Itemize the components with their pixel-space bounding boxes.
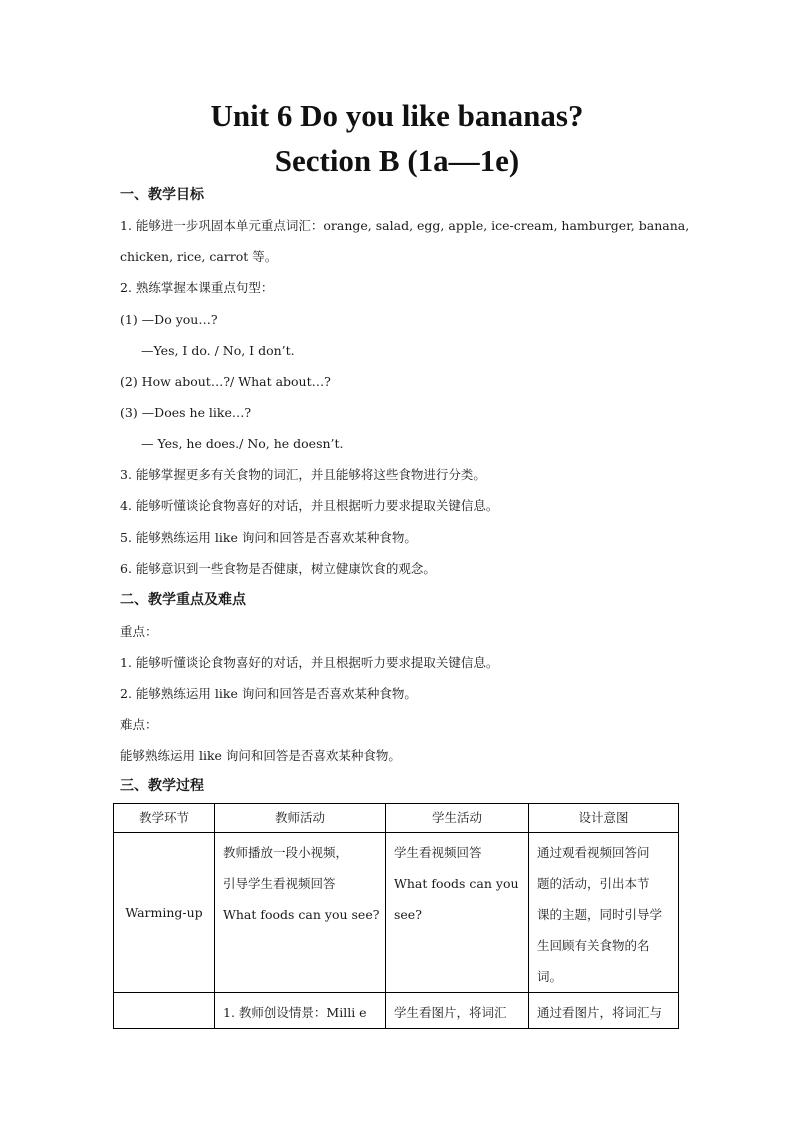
heading-objectives: 一、教学目标 bbox=[120, 187, 204, 203]
column-header: 设计意图 bbox=[529, 804, 679, 833]
cell-text: 通过观看视频回答问 bbox=[537, 845, 650, 860]
key-point-line: 重点： bbox=[120, 624, 158, 639]
objective-line: (3) —Does he like…? bbox=[120, 405, 252, 420]
objective-line: chicken, rice, carrot 等。 bbox=[120, 249, 278, 264]
cell-text: 通过看图片，将词汇与 bbox=[537, 1005, 663, 1020]
table-row bbox=[114, 993, 679, 1029]
objective-line: (2) How about…?/ What about…? bbox=[120, 374, 331, 389]
table-row bbox=[114, 833, 679, 993]
objective-line: 4. 能够听懂谈论食物喜好的对话，并且根据听力要求提取关键信息。 bbox=[120, 498, 499, 513]
document-title: Unit 6 Do you like bananas? bbox=[210, 98, 584, 133]
table-header-row bbox=[114, 804, 679, 833]
objective-line: 6. 能够意识到一些食物是否健康，树立健康饮食的观念。 bbox=[120, 561, 436, 576]
column-header: 学生活动 bbox=[386, 804, 529, 833]
key-point-line: 2. 能够熟练运用 like 询问和回答是否喜欢某种食物。 bbox=[120, 686, 417, 701]
student-activity-cell bbox=[386, 993, 529, 1029]
cell-text: see? bbox=[394, 907, 422, 922]
cell-text: 学生看视频回答 bbox=[394, 845, 482, 860]
cell-text: What foods can you bbox=[394, 876, 519, 891]
cell-text: 课的主题，同时引导学 bbox=[537, 907, 663, 922]
key-point-line: 难点： bbox=[120, 717, 158, 732]
cell-text: 1. 教师创设情景：Milli e bbox=[223, 1005, 367, 1020]
key-point-line: 1. 能够听懂谈论食物喜好的对话，并且根据听力要求提取关键信息。 bbox=[120, 655, 499, 670]
column-header: 教师活动 bbox=[215, 804, 386, 833]
objective-line: (1) —Do you…? bbox=[120, 312, 218, 327]
objective-line: 2. 熟练掌握本课重点句型： bbox=[120, 280, 274, 295]
document-subtitle: Section B (1a—1e) bbox=[274, 143, 520, 178]
purpose-cell bbox=[529, 993, 679, 1029]
cell-text: 教师播放一段小视频， bbox=[223, 845, 349, 860]
objective-line: 1. 能够进一步巩固本单元重点词汇：orange, salad, egg, apple, ice-cream, hamburger, banana, bbox=[120, 218, 690, 233]
objective-line: 5. 能够熟练运用 like 询问和回答是否喜欢某种食物。 bbox=[120, 530, 417, 545]
purpose-cell bbox=[529, 833, 679, 993]
column-header: 教学环节 bbox=[114, 804, 215, 833]
stage-cell: Warming-up bbox=[114, 833, 215, 993]
cell-text: 题的活动，引出本节 bbox=[537, 876, 650, 891]
objective-line: —Yes, I do. / No, I don’t. bbox=[141, 343, 295, 358]
cell-text: 引导学生看视频回答 bbox=[223, 876, 336, 891]
teaching-process-table bbox=[113, 803, 679, 1029]
key-point-line: 能够熟练运用 like 询问和回答是否喜欢某种食物。 bbox=[120, 748, 401, 763]
student-activity-cell bbox=[386, 833, 529, 993]
cell-text: 生回顾有关食物的名 bbox=[537, 938, 650, 953]
heading-key-points: 二、教学重点及难点 bbox=[120, 592, 246, 608]
cell-text: 词。 bbox=[537, 969, 563, 984]
stage-cell bbox=[114, 993, 215, 1029]
cell-text: What foods can you see? bbox=[223, 907, 380, 922]
cell-text: 学生看图片，将词汇 bbox=[394, 1005, 507, 1020]
objective-line: 3. 能够掌握更多有关食物的词汇，并且能够将这些食物进行分类。 bbox=[120, 467, 486, 482]
teacher-activity-cell bbox=[215, 993, 386, 1029]
heading-process: 三、教学过程 bbox=[120, 778, 204, 794]
teacher-activity-cell bbox=[215, 833, 386, 993]
objective-line: — Yes, he does./ No, he doesn’t. bbox=[141, 436, 344, 451]
